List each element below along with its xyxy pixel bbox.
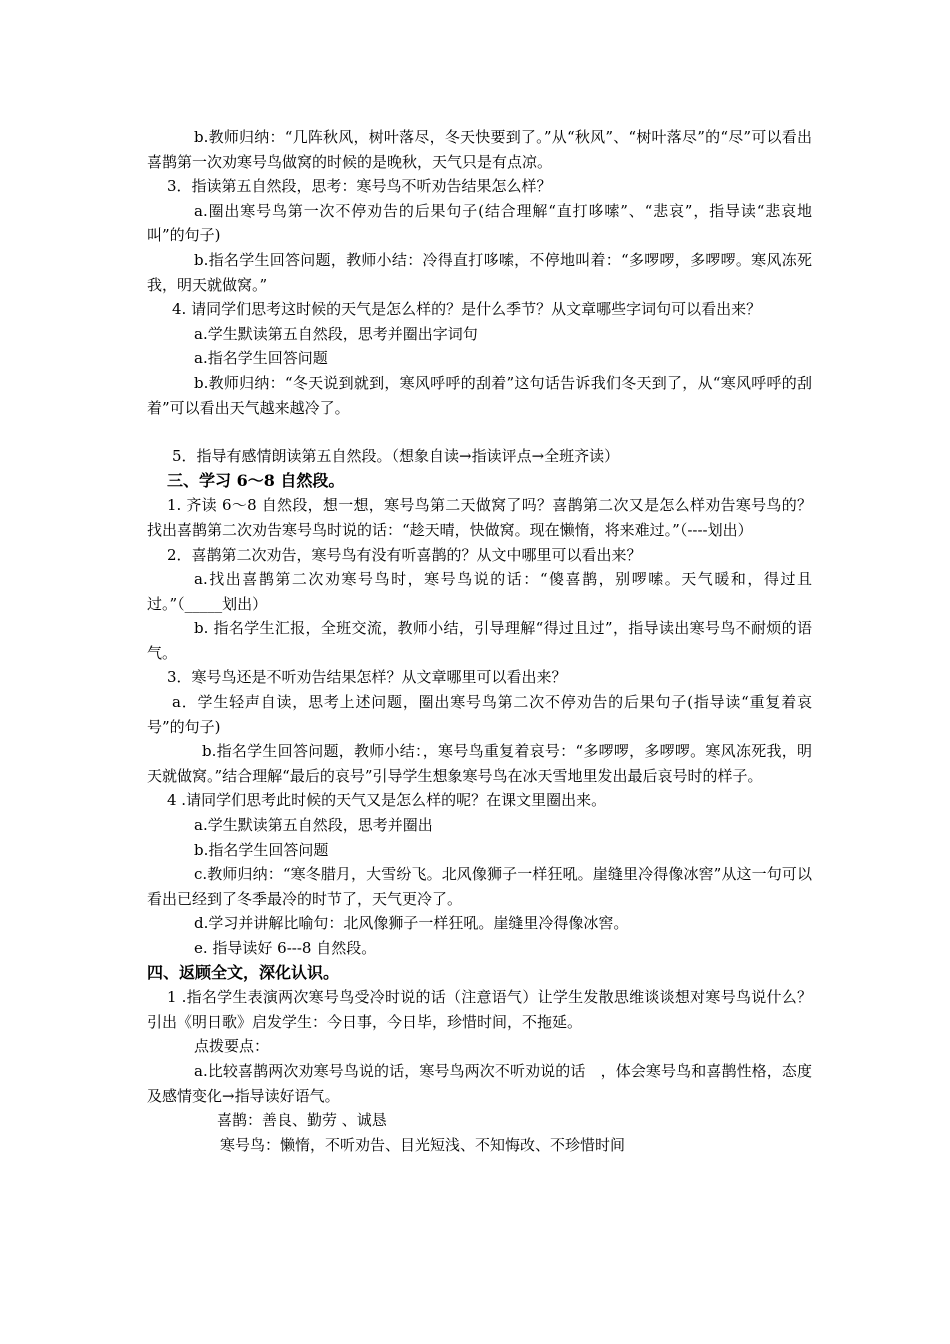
paragraph: 喜鹊：善良、勤劳 、诚恳 [217,1111,387,1130]
paragraph: a．学生轻声自读，思考上述问题，圈出寒号鸟第二次不停劝告的后果句子(指导读“重复着哀号”的句子) [147,693,812,736]
paragraph: a.指名学生回答问题 [194,349,328,368]
paragraph: 4 .请同学们思考此时候的天气又是怎么样的呢？在课文里圈出来。 [167,791,607,810]
paragraph: a.学生默读第五自然段，思考并圈出字词句 [194,324,478,343]
paragraph: 5．指导有感情朗读第五自然段。（想象自读→指读评点→全班齐读） [172,447,620,466]
paragraph: 2．喜鹊第二次劝告，寒号鸟有没有听喜鹊的？从文中哪里可以看出来？ [167,545,642,564]
paragraph: b.指名学生回答问题 [194,840,329,859]
paragraph: b. 指名学生汇报，全班交流，教师小结，引导理解“得过且过”，指导读出寒号鸟不耐烦的语气。 [147,619,812,662]
paragraph: e. 指导读好 6---8 自然段。 [194,939,377,957]
document-body [147,125,812,1157]
paragraph: a.学生默读第五自然段，思考并圈出 [194,816,433,835]
blank-line [147,420,812,444]
paragraph: 1 .指名学生表演两次寒号鸟受冷时说的话（注意语气）让学生发散思维谈谈想对寒号鸟说什么？引出《明日歌》启发学生：今日事，今日毕，珍惜时间，不拖延。 [147,988,812,1031]
paragraph: 点拨要点： [194,1037,270,1056]
paragraph: b.指名学生回答问题，教师小结：，寒号鸟重复着哀号：“多啰啰，多啰啰。寒风冻死我，明天就做窝。”结合理解“最后的哀号”引导学生想象寒号鸟在冰天雪地里发出最后哀号时的样子。 [147,742,812,785]
paragraph: 1. 齐读 6～8 自然段，想一想，寒号鸟第二天做窝了吗？喜鹊第二次又是怎么样劝告寒号鸟的？找出喜鹊第二次劝告寒号鸟时说的话：“趁天晴，快做窝。现在懒惰，将来难过。”（----划出） [147,496,812,539]
paragraph: b.教师归纳：“几阵秋风，树叶落尽，冬天快要到了。”从“秋风”、“树叶落尽”的“尽”可以看出喜鹊第一次劝寒号鸟做窝的时候的是晚秋，天气只是有点凉。 [147,128,812,171]
paragraph: 4. 请同学们思考这时候的天气是怎么样的？是什么季节？从文章哪些字词句可以看出来？ [172,300,762,319]
paragraph: a.找出喜鹊第二次劝寒号鸟时，寒号鸟说的话：“傻喜鹊，别啰嗦。天气暖和，得过且过。”（_____划出） [147,570,812,613]
paragraph: a.圈出寒号鸟第一次不停劝告的后果句子(结合理解“直打哆嗦”、“悲哀”，指导读“悲哀地叫”的句子) [147,201,812,245]
paragraph: 3．指读第五自然段，思考：寒号鸟不听劝告结果怎么样？ [167,177,552,196]
paragraph: c.教师归纳：“寒冬腊月，大雪纷飞。北风像狮子一样狂吼。崖缝里冷得像冰窖”从这一句可以看出已经到了冬季最冷的时节了，天气更冷了。 [147,865,812,908]
paragraph: d.学习并讲解比喻句：北风像狮子一样狂吼。崖缝里冷得像冰窖。 [194,914,629,933]
section-heading: 三、学习 6～8 自然段。 [167,470,345,490]
paragraph: b.指名学生回答问题，教师小结：冷得直打哆嗦，不停地叫着：“多啰啰，多啰啰。寒风冻死我，明天就做窝。” [147,250,812,294]
paragraph: 寒号鸟：懒惰，不听劝告、目光短浅、不知悔改、不珍惜时间 [220,1135,626,1154]
paragraph: b.教师归纳：“冬天说到就到，寒风呼呼的刮着”这句话告诉我们冬天到了，从“寒风呼呼的刮着”可以看出天气越来越冷了。 [147,373,812,417]
paragraph: 3．寒号鸟还是不听劝告结果怎样？从文章哪里可以看出来？ [167,668,567,687]
paragraph: a.比较喜鹊两次劝寒号鸟说的话，寒号鸟两次不听劝说的话 ，体会寒号鸟和喜鹊性格，态度及感情变化→指导读好语气。 [147,1061,812,1105]
section-heading: 四、返顾全文，深化认识。 [147,962,340,982]
